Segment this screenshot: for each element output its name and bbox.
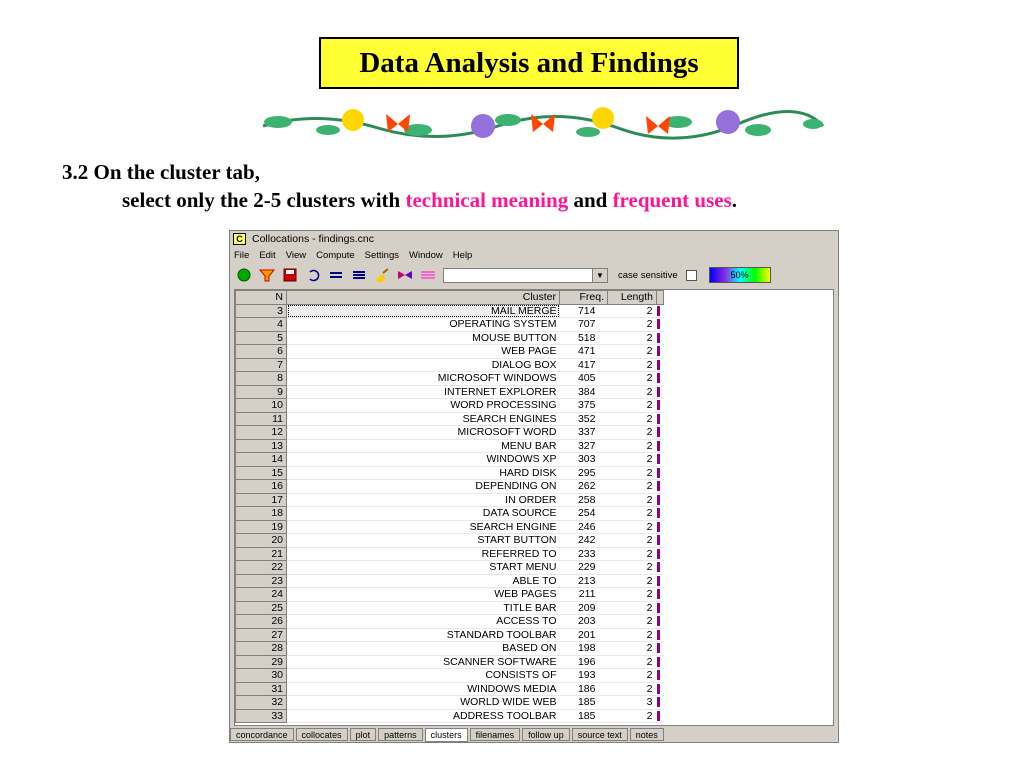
row-cluster: MENU BAR xyxy=(287,439,560,453)
row-freq: 198 xyxy=(560,642,608,656)
length-bar-mark xyxy=(657,508,660,518)
row-n: 13 xyxy=(236,439,287,453)
menu-file[interactable]: File xyxy=(234,250,250,261)
table-row[interactable] xyxy=(236,547,664,561)
row-freq: 242 xyxy=(560,534,608,548)
row-n: 3 xyxy=(236,304,287,318)
green-circle-icon xyxy=(237,268,251,282)
table-row[interactable] xyxy=(236,682,664,696)
chevron-down-icon[interactable]: ▼ xyxy=(592,269,607,282)
row-length-bar xyxy=(657,372,664,386)
tab-concordance[interactable]: concordance xyxy=(230,728,294,741)
row-n: 24 xyxy=(236,588,287,602)
menu-compute[interactable]: Compute xyxy=(316,250,355,261)
row-length-bar xyxy=(657,534,664,548)
row-length-bar xyxy=(657,615,664,629)
table-row[interactable] xyxy=(236,628,664,642)
row-n: 7 xyxy=(236,358,287,372)
row-cluster: ADDRESS TOOLBAR xyxy=(287,709,560,723)
row-length-bar xyxy=(657,493,664,507)
row-freq: 714 xyxy=(560,304,608,318)
instruction-text xyxy=(62,158,737,214)
row-freq: 185 xyxy=(560,696,608,710)
length-bar-mark xyxy=(657,481,660,491)
row-freq: 193 xyxy=(560,669,608,683)
length-bar-mark xyxy=(657,711,660,721)
row-cluster: WORD PROCESSING xyxy=(287,399,560,413)
table-row[interactable] xyxy=(236,439,664,453)
table-row[interactable] xyxy=(236,466,664,480)
header-bar xyxy=(657,291,664,305)
row-length: 2 xyxy=(608,534,657,548)
length-bar-mark xyxy=(657,400,660,410)
row-length: 2 xyxy=(608,304,657,318)
length-bar-mark xyxy=(657,630,660,640)
row-length-bar xyxy=(657,318,664,332)
row-n: 22 xyxy=(236,561,287,575)
tab-clusters[interactable]: clusters xyxy=(425,728,468,742)
row-cluster: WINDOWS MEDIA xyxy=(287,682,560,696)
table-row[interactable] xyxy=(236,520,664,534)
slide-title: Data Analysis and Findings xyxy=(319,37,739,89)
row-length: 2 xyxy=(608,520,657,534)
tab-plot[interactable]: plot xyxy=(350,728,377,741)
row-length: 2 xyxy=(608,601,657,615)
menu-settings[interactable]: Settings xyxy=(364,250,399,261)
table-row[interactable] xyxy=(236,642,664,656)
row-length-bar xyxy=(657,385,664,399)
row-length-bar xyxy=(657,574,664,588)
row-cluster: OPERATING SYSTEM xyxy=(287,318,560,332)
row-n: 12 xyxy=(236,426,287,440)
row-length: 2 xyxy=(608,466,657,480)
row-freq: 471 xyxy=(560,345,608,359)
length-bar-mark xyxy=(657,657,660,667)
clusters-table xyxy=(235,290,664,723)
row-length-bar xyxy=(657,642,664,656)
table-row[interactable] xyxy=(236,426,664,440)
length-bar-mark xyxy=(657,319,660,329)
row-n: 20 xyxy=(236,534,287,548)
row-length-bar xyxy=(657,655,664,669)
row-n: 11 xyxy=(236,412,287,426)
row-length-bar xyxy=(657,709,664,723)
row-cluster: SCANNER SOFTWARE xyxy=(287,655,560,669)
case-sensitive-checkbox[interactable] xyxy=(686,270,697,281)
instruction-pre: select only the 2-5 clusters with xyxy=(122,188,406,212)
collocations-window xyxy=(229,230,839,743)
row-length: 2 xyxy=(608,439,657,453)
instruction-end: . xyxy=(731,188,738,212)
row-length-bar xyxy=(657,345,664,359)
menu-window[interactable]: Window xyxy=(409,250,443,261)
row-freq: 254 xyxy=(560,507,608,521)
equals-icon xyxy=(329,268,343,282)
row-length-bar xyxy=(657,358,664,372)
table-row[interactable] xyxy=(236,534,664,548)
row-freq: 295 xyxy=(560,466,608,480)
row-n: 16 xyxy=(236,480,287,494)
percent-label: 50% xyxy=(730,270,749,280)
row-length: 2 xyxy=(608,547,657,561)
row-n: 8 xyxy=(236,372,287,386)
tab-collocates[interactable]: collocates xyxy=(296,728,348,741)
row-length-bar xyxy=(657,453,664,467)
instruction-line-1: 3.2 On the cluster tab, xyxy=(62,160,260,184)
row-n: 27 xyxy=(236,628,287,642)
row-length: 2 xyxy=(608,628,657,642)
row-cluster: IN ORDER xyxy=(287,493,560,507)
row-cluster: STANDARD TOOLBAR xyxy=(287,628,560,642)
row-freq: 258 xyxy=(560,493,608,507)
tab-patterns[interactable]: patterns xyxy=(378,728,423,741)
length-bar-mark xyxy=(657,427,660,437)
row-n: 28 xyxy=(236,642,287,656)
row-n: 14 xyxy=(236,453,287,467)
row-length: 2 xyxy=(608,507,657,521)
length-bar-mark xyxy=(657,670,660,680)
clusters-grid xyxy=(234,289,834,726)
highlight-technical-meaning: technical meaning xyxy=(405,188,569,212)
table-row[interactable] xyxy=(236,588,664,602)
length-bar-mark xyxy=(657,333,660,343)
header-cluster[interactable]: Cluster xyxy=(287,291,560,305)
header-n[interactable]: N xyxy=(236,291,287,305)
row-freq: 211 xyxy=(560,588,608,602)
length-bar-mark xyxy=(657,603,660,613)
row-freq: 337 xyxy=(560,426,608,440)
row-n: 10 xyxy=(236,399,287,413)
row-freq: 209 xyxy=(560,601,608,615)
row-cluster: CONSISTS OF xyxy=(287,669,560,683)
row-length: 2 xyxy=(608,345,657,359)
menu-bar xyxy=(230,248,838,263)
row-length-bar xyxy=(657,601,664,615)
row-length: 2 xyxy=(608,561,657,575)
row-length: 2 xyxy=(608,682,657,696)
table-row[interactable] xyxy=(236,574,664,588)
table-row[interactable] xyxy=(236,709,664,723)
table-row[interactable] xyxy=(236,345,664,359)
table-row[interactable] xyxy=(236,358,664,372)
app-icon: C xyxy=(233,233,246,245)
row-cluster: START MENU xyxy=(287,561,560,575)
toolbar xyxy=(230,264,838,286)
row-length: 2 xyxy=(608,588,657,602)
row-n: 17 xyxy=(236,493,287,507)
row-freq: 246 xyxy=(560,520,608,534)
save-button[interactable] xyxy=(281,266,299,284)
row-length-bar xyxy=(657,439,664,453)
menu-view[interactable]: View xyxy=(285,250,307,261)
row-cluster: SEARCH ENGINE xyxy=(287,520,560,534)
instruction-line-2 xyxy=(62,186,737,214)
row-length-bar xyxy=(657,561,664,575)
length-bar-mark xyxy=(657,643,660,653)
row-n: 9 xyxy=(236,385,287,399)
row-length-bar xyxy=(657,696,664,710)
instruction-mid: and xyxy=(568,188,613,212)
length-bar-mark xyxy=(657,576,660,586)
table-header-row xyxy=(236,291,664,305)
row-freq: 518 xyxy=(560,331,608,345)
row-cluster: ABLE TO xyxy=(287,574,560,588)
row-cluster: INTERNET EXPLORER xyxy=(287,385,560,399)
length-bar-mark xyxy=(657,306,660,316)
length-bar-mark xyxy=(657,549,660,559)
row-freq: 185 xyxy=(560,709,608,723)
undo-button[interactable] xyxy=(304,266,322,284)
align-button[interactable] xyxy=(327,266,345,284)
menu-lines-button[interactable] xyxy=(419,266,437,284)
length-bar-mark xyxy=(657,346,660,356)
table-row[interactable] xyxy=(236,453,664,467)
row-cluster: ACCESS TO xyxy=(287,615,560,629)
table-row[interactable] xyxy=(236,385,664,399)
row-freq: 352 xyxy=(560,412,608,426)
row-cluster: DATA SOURCE xyxy=(287,507,560,521)
length-bar-mark xyxy=(657,535,660,545)
undo-icon xyxy=(306,268,320,282)
row-n: 18 xyxy=(236,507,287,521)
row-length: 2 xyxy=(608,669,657,683)
row-length-bar xyxy=(657,331,664,345)
row-cluster: WEB PAGES xyxy=(287,588,560,602)
floral-vine-decoration xyxy=(258,100,828,148)
row-freq: 201 xyxy=(560,628,608,642)
row-freq: 405 xyxy=(560,372,608,386)
row-length: 2 xyxy=(608,426,657,440)
length-bar-mark xyxy=(657,495,660,505)
start-button[interactable] xyxy=(235,266,253,284)
row-cluster: DIALOG BOX xyxy=(287,358,560,372)
row-freq: 262 xyxy=(560,480,608,494)
length-bar-mark xyxy=(657,454,660,464)
row-freq: 384 xyxy=(560,385,608,399)
highlight-frequent-uses: frequent uses xyxy=(612,188,732,212)
row-cluster: SEARCH ENGINES xyxy=(287,412,560,426)
row-length: 2 xyxy=(608,412,657,426)
length-bar-mark xyxy=(657,589,660,599)
row-length: 2 xyxy=(608,709,657,723)
row-cluster: MICROSOFT WORD xyxy=(287,426,560,440)
length-bar-mark xyxy=(657,684,660,694)
percent-gradient-bar[interactable] xyxy=(709,267,771,283)
table-row[interactable] xyxy=(236,669,664,683)
row-n: 33 xyxy=(236,709,287,723)
row-cluster: TITLE BAR xyxy=(287,601,560,615)
row-freq: 233 xyxy=(560,547,608,561)
menu-help[interactable]: Help xyxy=(452,250,473,261)
row-length-bar xyxy=(657,507,664,521)
row-length-bar xyxy=(657,399,664,413)
row-cluster: BASED ON xyxy=(287,642,560,656)
length-bar-mark xyxy=(657,387,660,397)
row-length-bar xyxy=(657,682,664,696)
row-cluster: MOUSE BUTTON xyxy=(287,331,560,345)
length-bar-mark xyxy=(657,360,660,370)
row-n: 15 xyxy=(236,466,287,480)
row-n: 26 xyxy=(236,615,287,629)
table-row[interactable] xyxy=(236,601,664,615)
row-length: 2 xyxy=(608,480,657,494)
row-length-bar xyxy=(657,466,664,480)
tab-filenames[interactable]: filenames xyxy=(470,728,521,741)
floppy-disk-icon xyxy=(283,268,297,282)
row-length: 2 xyxy=(608,615,657,629)
row-n: 25 xyxy=(236,601,287,615)
row-n: 19 xyxy=(236,520,287,534)
row-length: 2 xyxy=(608,331,657,345)
length-bar-mark xyxy=(657,414,660,424)
row-length: 2 xyxy=(608,358,657,372)
row-n: 21 xyxy=(236,547,287,561)
row-length: 3 xyxy=(608,696,657,710)
table-row[interactable] xyxy=(236,304,664,318)
row-n: 32 xyxy=(236,696,287,710)
row-length-bar xyxy=(657,628,664,642)
bow-tie-icon xyxy=(397,268,413,282)
length-bar-mark xyxy=(657,697,660,707)
row-freq: 375 xyxy=(560,399,608,413)
table-row[interactable] xyxy=(236,655,664,669)
table-row[interactable] xyxy=(236,331,664,345)
row-cluster: DEPENDING ON xyxy=(287,480,560,494)
tab-bar xyxy=(230,728,838,742)
row-n: 30 xyxy=(236,669,287,683)
row-n: 6 xyxy=(236,345,287,359)
bookmark-button[interactable] xyxy=(396,266,414,284)
row-length: 2 xyxy=(608,642,657,656)
row-freq: 327 xyxy=(560,439,608,453)
row-freq: 186 xyxy=(560,682,608,696)
menu-edit[interactable]: Edit xyxy=(259,250,276,261)
row-cluster: START BUTTON xyxy=(287,534,560,548)
table-row[interactable] xyxy=(236,507,664,521)
row-length-bar xyxy=(657,426,664,440)
table-row[interactable] xyxy=(236,412,664,426)
row-cluster: MICROSOFT WINDOWS xyxy=(287,372,560,386)
row-cluster: MAIL MERGE xyxy=(287,304,560,318)
table-row[interactable] xyxy=(236,318,664,332)
row-length: 2 xyxy=(608,493,657,507)
length-bar-mark xyxy=(657,562,660,572)
row-length: 2 xyxy=(608,453,657,467)
window-title: Collocations - findings.cnc xyxy=(252,233,374,245)
row-length: 2 xyxy=(608,399,657,413)
row-length-bar xyxy=(657,520,664,534)
clear-button[interactable] xyxy=(373,266,391,284)
table-row[interactable] xyxy=(236,615,664,629)
row-freq: 303 xyxy=(560,453,608,467)
row-length: 2 xyxy=(608,318,657,332)
three-lines-icon xyxy=(352,268,366,282)
row-length: 2 xyxy=(608,372,657,386)
pink-lines-icon xyxy=(420,268,436,282)
row-length-bar xyxy=(657,412,664,426)
row-n: 4 xyxy=(236,318,287,332)
row-freq: 203 xyxy=(560,615,608,629)
row-length-bar xyxy=(657,480,664,494)
row-n: 5 xyxy=(236,331,287,345)
lines-button[interactable] xyxy=(350,266,368,284)
length-bar-mark xyxy=(657,441,660,451)
filter-button[interactable] xyxy=(258,266,276,284)
length-bar-mark xyxy=(657,616,660,626)
row-length-bar xyxy=(657,304,664,318)
funnel-icon xyxy=(259,268,275,282)
row-length-bar xyxy=(657,547,664,561)
row-n: 31 xyxy=(236,682,287,696)
row-cluster: REFERRED TO xyxy=(287,547,560,561)
row-n: 23 xyxy=(236,574,287,588)
row-length: 2 xyxy=(608,655,657,669)
row-n: 29 xyxy=(236,655,287,669)
search-combo[interactable] xyxy=(443,268,608,283)
brush-icon xyxy=(374,268,390,282)
table-row[interactable] xyxy=(236,372,664,386)
row-freq: 417 xyxy=(560,358,608,372)
tab-follow-up[interactable]: follow up xyxy=(522,728,570,741)
table-row[interactable] xyxy=(236,480,664,494)
tab-source-text[interactable]: source text xyxy=(572,728,628,741)
table-body xyxy=(236,304,664,723)
row-freq: 229 xyxy=(560,561,608,575)
row-cluster: WEB PAGE xyxy=(287,345,560,359)
length-bar-mark xyxy=(657,373,660,383)
length-bar-mark xyxy=(657,522,660,532)
table-row[interactable] xyxy=(236,493,664,507)
header-freq[interactable]: Freq. xyxy=(560,291,608,305)
row-freq: 213 xyxy=(560,574,608,588)
length-bar-mark xyxy=(657,468,660,478)
row-freq: 707 xyxy=(560,318,608,332)
table-row[interactable] xyxy=(236,561,664,575)
table-row[interactable] xyxy=(236,399,664,413)
row-cluster: HARD DISK xyxy=(287,466,560,480)
tab-notes[interactable]: notes xyxy=(630,728,664,741)
row-freq: 196 xyxy=(560,655,608,669)
window-titlebar[interactable] xyxy=(230,231,838,247)
table-row[interactable] xyxy=(236,696,664,710)
case-sensitive-label: case sensitive xyxy=(618,269,678,281)
row-length-bar xyxy=(657,588,664,602)
row-length-bar xyxy=(657,669,664,683)
row-cluster: WINDOWS XP xyxy=(287,453,560,467)
row-length: 2 xyxy=(608,574,657,588)
header-length[interactable]: Length xyxy=(608,291,657,305)
row-cluster: WORLD WIDE WEB xyxy=(287,696,560,710)
row-length: 2 xyxy=(608,385,657,399)
